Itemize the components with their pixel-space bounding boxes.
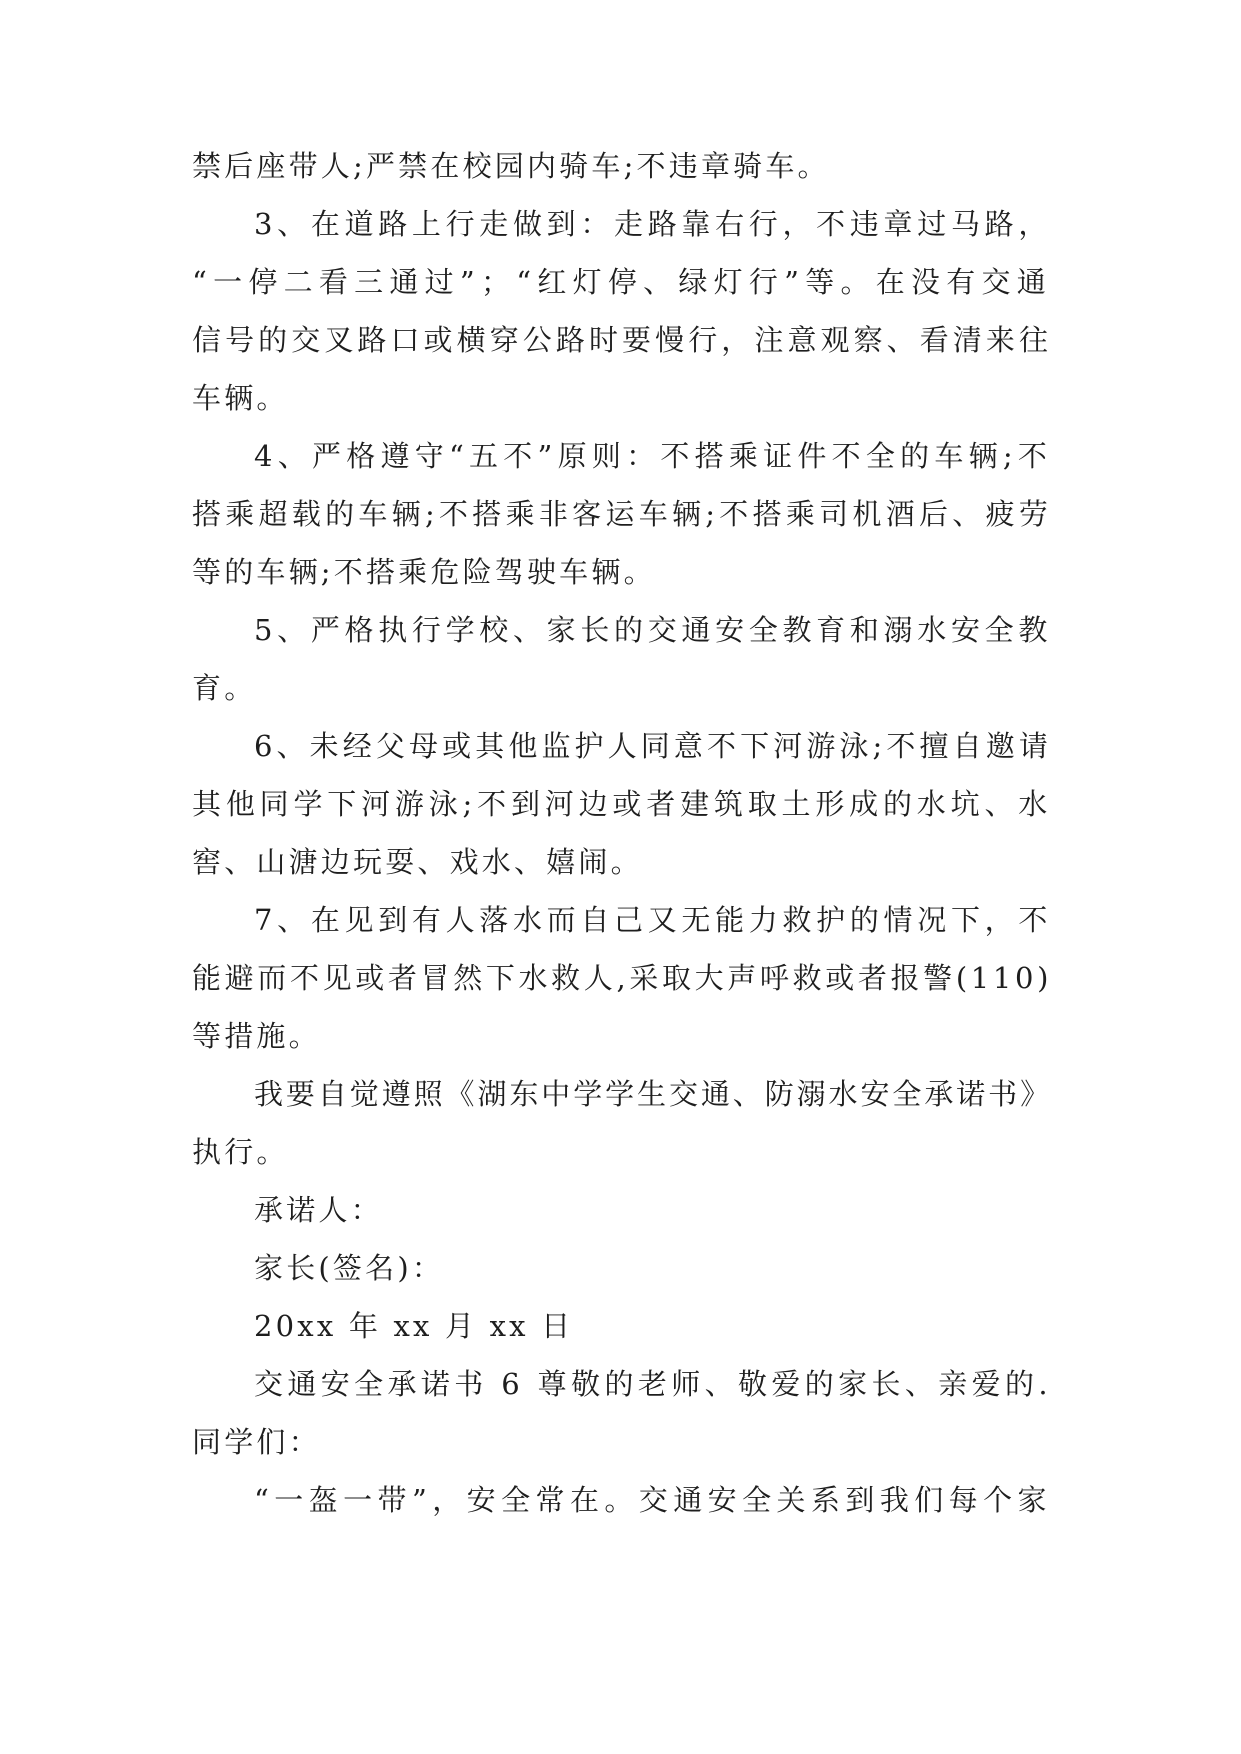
document-body xyxy=(192,137,1052,1529)
text-line: 窖、山溏边玩耍、戏水、嬉闹。 xyxy=(192,845,643,879)
text-line: 6、未经父母或其他监护人同意不下河游泳;不擅自邀请 xyxy=(254,729,1052,763)
text-line: 车辆。 xyxy=(192,381,289,415)
text-line: 5、严格执行学校、家长的交通安全教育和溺水安全教 xyxy=(254,613,1053,647)
text-line: 育。 xyxy=(192,671,257,705)
text-line: “一盔一带”，安全常在。交通安全关系到我们每个家 xyxy=(254,1483,1052,1517)
text-line: 交通安全承诺书 6 尊敬的老师、敬爱的家长、亲爱的. xyxy=(254,1367,1052,1401)
text-line: 同学们： xyxy=(192,1425,321,1459)
text-line: 执行。 xyxy=(192,1135,289,1169)
text-line: 4、严格遵守“五不”原则：不搭乘证件不全的车辆;不 xyxy=(254,439,1053,473)
text-line: 承诺人： xyxy=(254,1193,383,1227)
text-line: 能避而不见或者冒然下水救人,采取大声呼救或者报警(110) xyxy=(192,961,1053,995)
text-line: 3、在道路上行走做到：走路靠右行，不违章过马路， xyxy=(254,207,1053,241)
text-line: 我要自觉遵照《湖东中学学生交通、防溺水安全承诺书》 xyxy=(254,1077,1053,1111)
text-line: 7、在见到有人落水而自己又无能力救护的情况下，不 xyxy=(254,903,1053,937)
text-line: 禁后座带人;严禁在校园内骑车;不违章骑车。 xyxy=(192,149,830,183)
text-line: 等的车辆;不搭乘危险驾驶车辆。 xyxy=(192,555,656,589)
text-line: 信号的交叉路口或横穿公路时要慢行，注意观察、看清来往 xyxy=(192,323,1053,357)
text-line: 20xx 年 xx 月 xx 日 xyxy=(254,1309,574,1343)
text-line: 搭乘超载的车辆;不搭乘非客运车辆;不搭乘司机酒后、疲劳 xyxy=(192,497,1053,531)
text-line: 其他同学下河游泳;不到河边或者建筑取土形成的水坑、水 xyxy=(192,787,1053,821)
text-line: 等措施。 xyxy=(192,1019,321,1053)
text-line: “一停二看三通过”；“红灯停、绿灯行”等。在没有交通 xyxy=(192,265,1053,299)
text-line: 家长(签名)： xyxy=(254,1251,445,1285)
